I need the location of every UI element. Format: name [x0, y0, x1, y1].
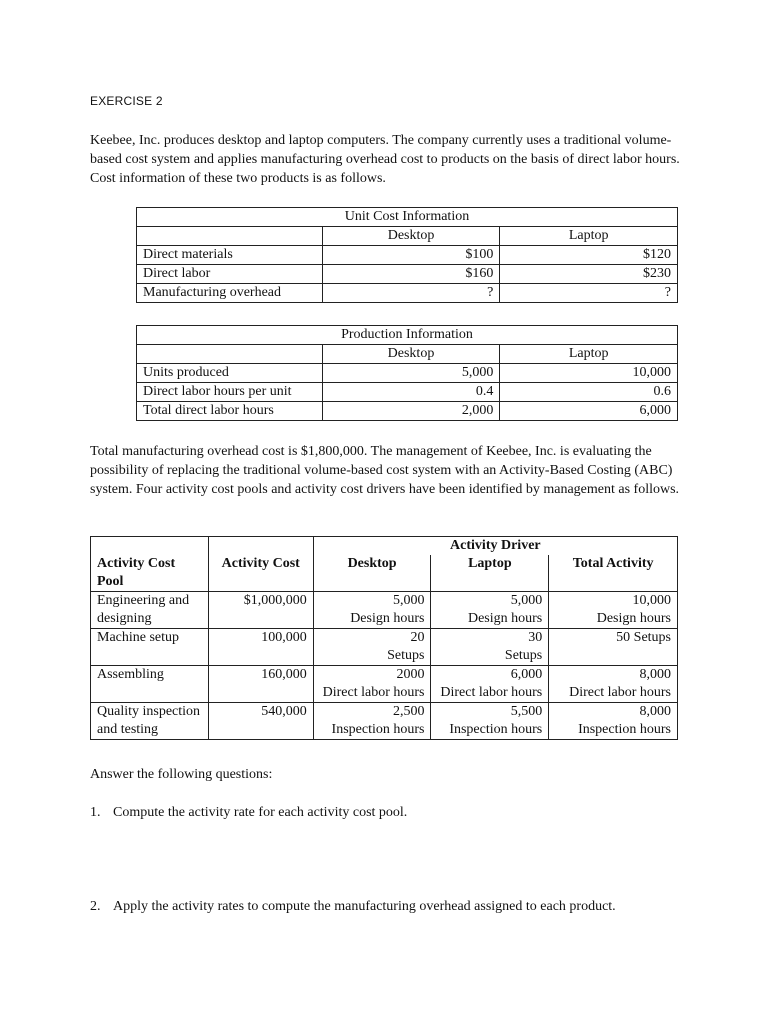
row-label: Total direct labor hours	[137, 402, 323, 421]
production-table	[136, 325, 678, 421]
row-label: Direct labor hours per unit	[137, 383, 323, 402]
total-driver	[549, 666, 678, 703]
desktop-driver	[313, 629, 431, 666]
driver-unit: Direct labor hours	[440, 685, 543, 700]
question-text: Apply the activity rates to compute the manufacturing overhead assigned to each product.	[113, 899, 616, 914]
table-title-row	[137, 208, 678, 227]
driver-quantity: 50 Setups	[616, 630, 671, 645]
activity-driver-header: Activity Driver	[313, 537, 677, 556]
activity-cost-value: 100,000	[208, 629, 313, 666]
pool-name: Assembling	[91, 666, 209, 703]
laptop-driver	[431, 703, 549, 740]
driver-quantity: 8,000	[639, 704, 671, 719]
driver-unit: Design hours	[596, 611, 671, 626]
driver-unit: Design hours	[350, 611, 425, 626]
laptop-driver	[431, 629, 549, 666]
driver-unit: Inspection hours	[331, 722, 425, 737]
column-header-desktop: Desktop	[322, 227, 500, 246]
column-header-laptop: Laptop	[500, 227, 678, 246]
table-row	[137, 246, 678, 265]
desktop-driver	[313, 666, 431, 703]
table-title: Production Information	[137, 326, 678, 345]
driver-quantity: 10,000	[632, 593, 671, 608]
table-row	[91, 703, 678, 740]
table-header-row	[91, 555, 678, 592]
activity-cost-value: 160,000	[208, 666, 313, 703]
activity-cost-value: 540,000	[208, 703, 313, 740]
driver-unit: Inspection hours	[578, 722, 671, 737]
column-header-cost: Activity Cost	[208, 555, 313, 592]
pool-name: Quality inspection and testing	[91, 703, 209, 740]
column-header-desktop: Desktop	[322, 345, 500, 364]
row-label: Direct labor	[137, 265, 323, 284]
empty-header-cell	[91, 537, 209, 556]
table-group-header-row	[91, 537, 678, 556]
driver-quantity: 8,000	[639, 667, 671, 682]
table-row	[137, 402, 678, 421]
pool-name: Engineering and designing	[91, 592, 209, 629]
row-label: Manufacturing overhead	[137, 284, 323, 303]
driver-unit: Direct labor hours	[322, 685, 425, 700]
intro-paragraph: Keebee, Inc. produces desktop and laptop computers. The company currently uses a traditional volume-based cost system and applies manufacturing overhead cost to products on the basis of direct labor hours. Cost information of these two products is as follows.	[90, 133, 680, 186]
desktop-value: 0.4	[322, 383, 500, 402]
driver-quantity: 6,000	[510, 667, 543, 682]
driver-unit: Inspection hours	[449, 722, 543, 737]
empty-header-cell	[208, 537, 313, 556]
laptop-value: ?	[500, 284, 678, 303]
laptop-driver	[431, 592, 549, 629]
driver-quantity: 5,000	[392, 593, 425, 608]
column-header-desktop: Desktop	[313, 555, 431, 592]
desktop-value: 2,000	[322, 402, 500, 421]
driver-quantity: 5,000	[510, 593, 543, 608]
total-driver	[549, 592, 678, 629]
question-number: 2.	[90, 899, 101, 914]
question-2	[90, 899, 616, 915]
laptop-value: 0.6	[500, 383, 678, 402]
unit-cost-table	[136, 207, 678, 303]
driver-unit: Setups	[387, 648, 425, 663]
column-header-total: Total Activity	[549, 555, 678, 592]
answer-intro: Answer the following questions:	[90, 767, 273, 782]
activity-cost-table	[90, 536, 678, 740]
driver-quantity: 5,500	[510, 704, 543, 719]
driver-unit: Setups	[504, 648, 543, 663]
pool-name: Machine setup	[91, 629, 209, 666]
driver-unit: Design hours	[467, 611, 543, 626]
desktop-driver	[313, 592, 431, 629]
total-driver	[549, 703, 678, 740]
laptop-value: 10,000	[500, 364, 678, 383]
table-row	[137, 364, 678, 383]
driver-unit: Direct labor hours	[569, 685, 671, 700]
table-row	[137, 383, 678, 402]
table-title-row	[137, 326, 678, 345]
abc-intro-paragraph: Total manufacturing overhead cost is $1,800,000. The management of Keebee, Inc. is evaluating the possibility of replacing the traditional volume-based cost system with an Activity-Based Costing (ABC) system. Four activity cost pools and activity cost drivers have been identified by management as follows.	[90, 444, 680, 497]
driver-quantity: 2000	[396, 667, 425, 682]
table-row	[91, 592, 678, 629]
column-header-laptop: Laptop	[500, 345, 678, 364]
table-row	[137, 265, 678, 284]
question-text: Compute the activity rate for each activity cost pool.	[113, 805, 408, 820]
table-header-row	[137, 227, 678, 246]
desktop-value: 5,000	[322, 364, 500, 383]
total-driver	[549, 629, 678, 666]
desktop-value: ?	[322, 284, 500, 303]
laptop-value: 6,000	[500, 402, 678, 421]
table-row	[91, 666, 678, 703]
desktop-driver	[313, 703, 431, 740]
laptop-value: $230	[500, 265, 678, 284]
activity-cost-value: $1,000,000	[208, 592, 313, 629]
table-title: Unit Cost Information	[137, 208, 678, 227]
driver-quantity: 30	[528, 630, 543, 645]
exercise-heading: EXERCISE 2	[90, 94, 163, 108]
desktop-value: $100	[322, 246, 500, 265]
driver-quantity: 2,500	[392, 704, 425, 719]
column-header-pool: Activity Cost Pool	[91, 555, 209, 592]
table-row	[137, 284, 678, 303]
table-row	[91, 629, 678, 666]
driver-quantity: 20	[410, 630, 425, 645]
row-label: Direct materials	[137, 246, 323, 265]
row-label: Units produced	[137, 364, 323, 383]
empty-header-cell	[137, 345, 323, 364]
question-1	[90, 805, 407, 821]
empty-header-cell	[137, 227, 323, 246]
question-number: 1.	[90, 805, 101, 820]
table-header-row	[137, 345, 678, 364]
laptop-driver	[431, 666, 549, 703]
laptop-value: $120	[500, 246, 678, 265]
column-header-laptop: Laptop	[431, 555, 549, 592]
desktop-value: $160	[322, 265, 500, 284]
